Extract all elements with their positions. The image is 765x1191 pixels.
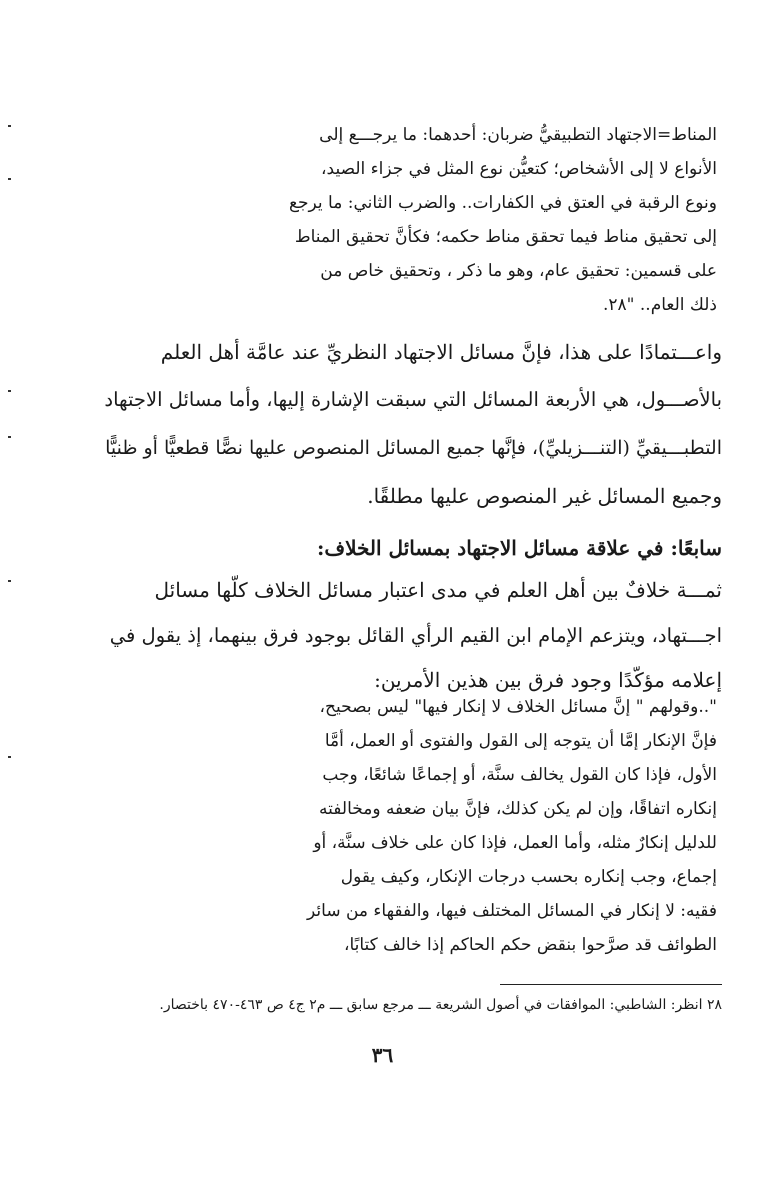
quote-line: الطوائف قد صرَّحوا بنقض حكم الحاكم إذا خالف كتابًا، (343, 935, 717, 955)
paragraph-line: بالأصـــول، هي الأربعة المسائل التي سبقت الإشارة إليها، وأما مسائل الاجتهاد (104, 388, 722, 411)
quote-line: المناط=الاجتهاد التطبيقيُّ ضربان: أحدهما: ما يرجـــع إلى (319, 125, 717, 145)
quote-line: الأول، فإذا كان القول يخالف سنَّة، أو إجماعًا شائعًا، وجب (322, 765, 717, 785)
quote-line: للدليل إنكارٌ مثله، وأما العمل، فإذا كان على خلاف سنَّة، أو (313, 833, 717, 853)
quote-line: ذلك العام.. "٢٨. (603, 295, 717, 315)
block-quote-bottom (185, 690, 717, 962)
paragraph-line: التطبـــيقيِّ (التنـــزيليِّ)، فإنَّها جميع المسائل المنصوص عليها نصًّا قطعيًّا أو ظنيًّا (105, 437, 722, 459)
quote-line: الأنواع لا إلى الأشخاص؛ كتعيُّن نوع المثل في جزاء الصيد، (321, 159, 717, 179)
paragraph-line: واعـــتمادًا على هذا، فإنَّ مسائل الاجتهاد النظريِّ عند عامَّة أهل العلم (160, 340, 722, 364)
quote-line: إلى تحقيق مناط فيما تحقق مناط حكمه؛ فكأنَّ تحقيق المناط (294, 227, 717, 247)
quote-line: على قسمين: تحقيق عام، وهو ما ذكر ، وتحقيق خاص من (320, 261, 717, 281)
quote-line: فإنَّ الإنكار إمَّا أن يتوجه إلى القول والفتوى أو العمل، أمَّا (324, 731, 717, 751)
page-number: ٣٦ (371, 1043, 394, 1067)
body-paragraph-1 (102, 328, 722, 520)
scan-mark (8, 436, 11, 438)
scan-mark (8, 390, 11, 392)
footnote-separator (500, 984, 722, 985)
quote-line: ونوع الرقبة في العتق في الكفارات.. والضرب الثاني: ما يرجع (288, 193, 717, 213)
quote-line: فقيه: لا إنكار في المسائل المختلف فيها، والفقهاء من سائر (307, 901, 717, 921)
footnote: ٢٨ انظر: الشاطبي: الموافقات في أصول الشريعة ـــ مرجع سابق ـــ م٢ ج٤ ص ٤٦٣-٤٧٠ باختصار. (159, 997, 722, 1013)
scan-mark (8, 756, 11, 758)
scan-mark (8, 580, 11, 582)
paragraph-line: اجـــتهاد، ويتزعم الإمام ابن القيم الرأي القائل بوجود فرق بينهما، إذ يقول في (109, 624, 722, 647)
scan-mark (8, 125, 11, 127)
body-paragraph-2 (102, 568, 722, 703)
quote-line: "..وقولهم " إنَّ مسائل الخلاف لا إنكار فيها" ليس بصحيح، (319, 697, 717, 717)
paragraph-line: وجميع المسائل غير المنصوص عليها مطلقًا. (367, 484, 722, 508)
quote-line: إجماع، وجب إنكاره بحسب درجات الإنكار، وكيف يقول (340, 867, 717, 887)
block-quote-top (185, 118, 717, 322)
paragraph-line: ثمـــة خلافٌ بين أهل العلم في مدى اعتبار مسائل الخلاف كلّها مسائل (154, 578, 722, 602)
quote-line: إنكاره اتفاقًا، وإن لم يكن كذلك، فإنَّ بيان ضعفه ومخالفته (319, 799, 717, 819)
section-heading: سابعًا: في علاقة مسائل الاجتهاد بمسائل الخلاف: (316, 536, 722, 560)
scan-mark (8, 178, 11, 180)
paragraph-line: إعلامه مؤكّدًا وجود فرق بين هذين الأمرين: (374, 668, 722, 692)
